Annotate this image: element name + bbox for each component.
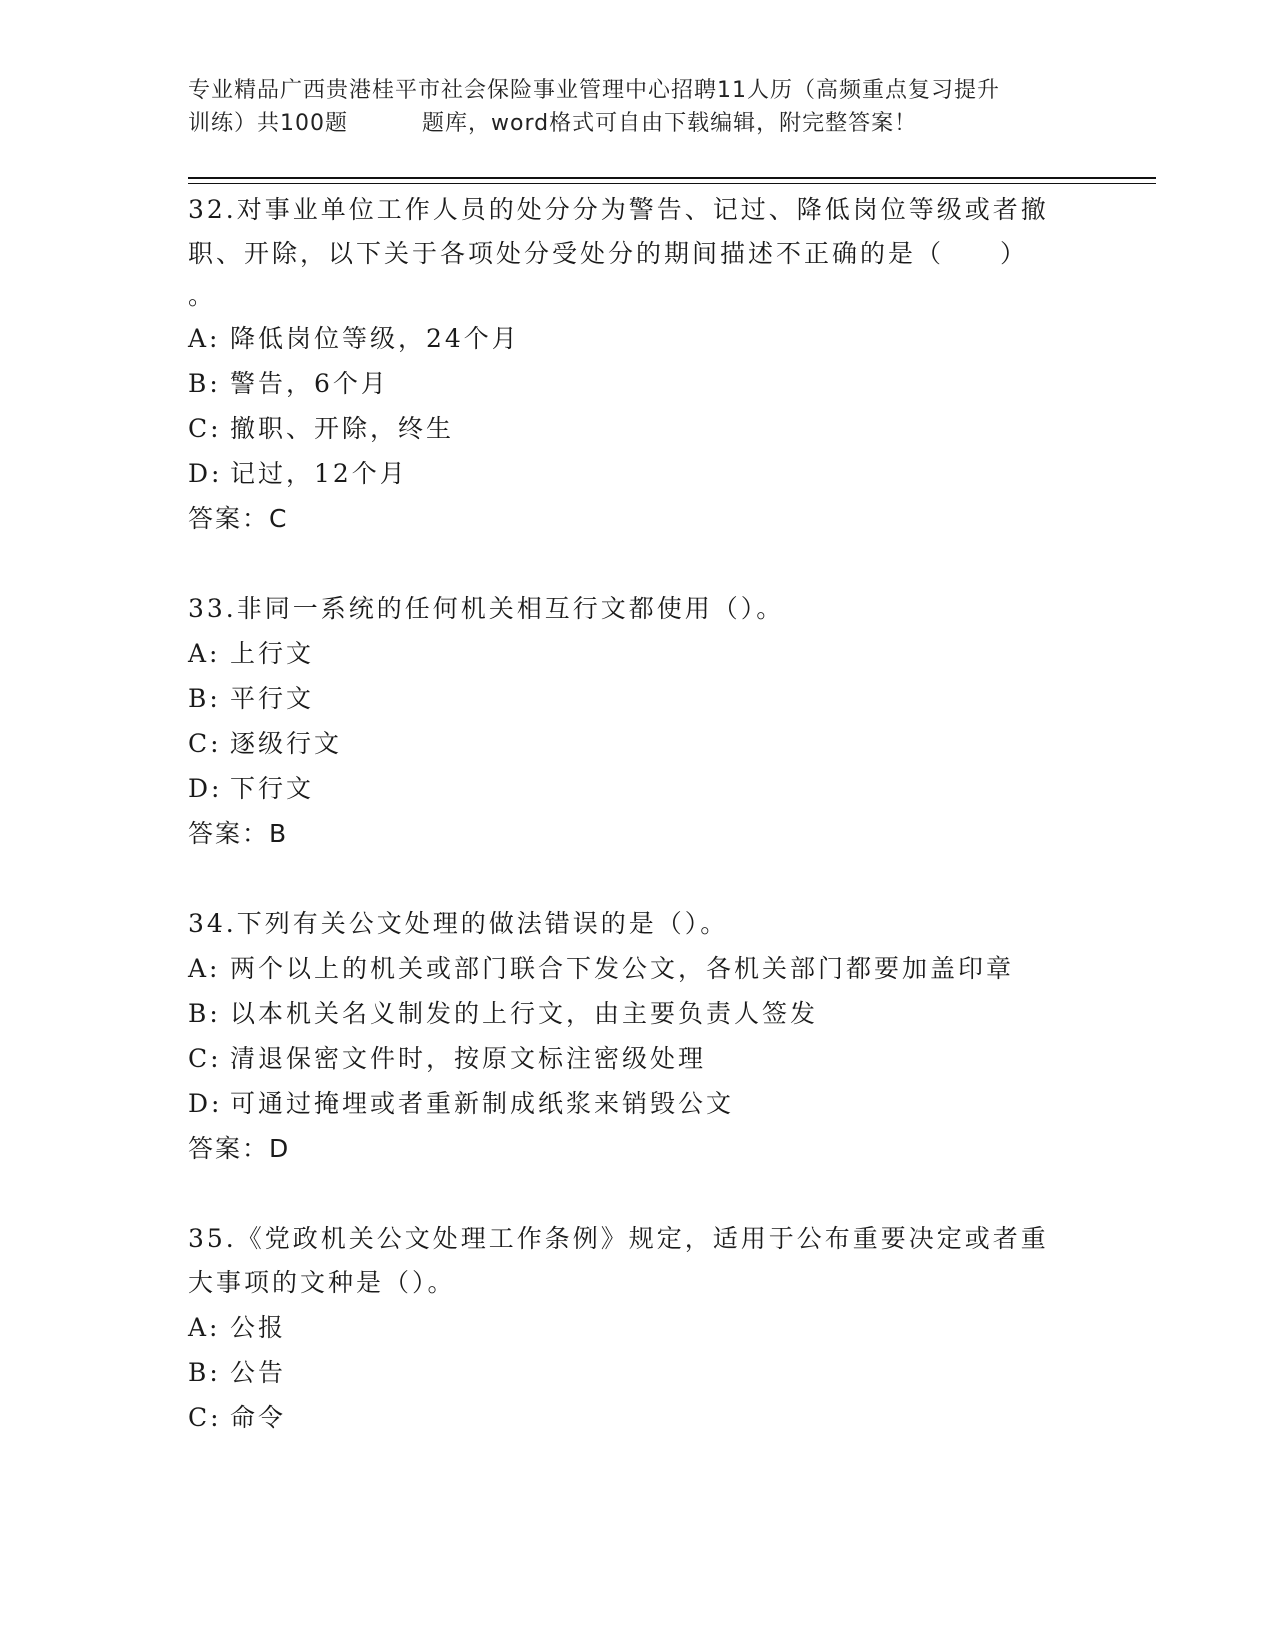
option-a (188, 631, 1088, 676)
option-b (188, 991, 1088, 1036)
header-title-line-2a: 训练）共100题 (188, 111, 348, 136)
option-b (188, 676, 1088, 721)
option-key: C: (188, 1403, 222, 1432)
option-key: D: (188, 774, 223, 803)
option-c (188, 1395, 1088, 1440)
question-list (188, 188, 1088, 1486)
option-key: B: (188, 369, 221, 398)
question-stem-line-1: 32.对事业单位工作人员的处分分为警告、记过、降低岗位等级或者撤 (188, 195, 1049, 224)
option-a (188, 946, 1088, 991)
answer-line: 答案：B (188, 819, 289, 848)
option-key: D: (188, 1089, 223, 1118)
option-c (188, 1036, 1088, 1081)
option-key: B: (188, 999, 221, 1028)
option-a (188, 316, 1088, 361)
option-text: 清退保密文件时，按原文标注密级处理 (230, 1044, 707, 1073)
header-title-line-1: 专业精品广西贵港桂平市社会保险事业管理中心招聘11人历（高频重点复习提升 (188, 78, 1000, 103)
option-text: 记过，12个月 (230, 459, 408, 488)
option-text: 公报 (230, 1313, 287, 1342)
option-key: C: (188, 729, 222, 758)
option-a (188, 1305, 1088, 1350)
header-title-line-2b: 题库，word格式可自由下载编辑，附完整答案！ (422, 111, 918, 136)
option-text: 公告 (230, 1358, 287, 1387)
answer-line: 答案：C (188, 504, 289, 533)
option-key: A: (188, 1313, 221, 1342)
option-text: 撤职、开除，终生 (230, 414, 455, 443)
option-text: 以本机关名义制发的上行文，由主要负责人签发 (230, 999, 819, 1028)
option-text: 降低岗位等级，24个月 (230, 324, 520, 353)
option-text: 下行文 (230, 774, 315, 803)
option-text: 逐级行文 (230, 729, 343, 758)
option-text: 两个以上的机关或部门联合下发公文，各机关部门都要加盖印章 (230, 954, 1015, 983)
question-stem-line-1: 35.《党政机关公文处理工作条例》规定，适用于公布重要决定或者重 (188, 1224, 1049, 1253)
header-divider-thick (188, 177, 1156, 179)
option-b (188, 361, 1088, 406)
option-key: A: (188, 954, 221, 983)
option-text: 可通过掩埋或者重新制成纸浆来销毁公文 (230, 1089, 735, 1118)
document-header (188, 74, 1088, 140)
option-c (188, 721, 1088, 766)
question-stem-line-2: 职、开除，以下关于各项处分受处分的期间描述不正确的是（ ） (188, 239, 1029, 268)
option-key: B: (188, 1358, 221, 1387)
question-32 (188, 188, 1088, 541)
question-33 (188, 587, 1088, 856)
option-text: 命令 (230, 1403, 287, 1432)
question-stem (188, 1217, 1088, 1305)
question-stem-line-1: 33.非同一系统的任何机关相互行文都使用（）。 (188, 594, 785, 623)
question-stem (188, 587, 1088, 631)
option-text: 上行文 (230, 639, 315, 668)
question-35 (188, 1217, 1088, 1440)
answer-line: 答案：D (188, 1134, 291, 1163)
question-stem (188, 188, 1088, 316)
question-stem-line-1: 34.下列有关公文处理的做法错误的是（）。 (188, 909, 729, 938)
option-key: A: (188, 324, 221, 353)
question-stem-line-3: 。 (188, 281, 217, 310)
option-text: 警告，6个月 (230, 369, 389, 398)
question-stem-line-2: 大事项的文种是（）。 (188, 1268, 456, 1297)
header-divider-thin (188, 183, 1156, 184)
option-key: C: (188, 414, 222, 443)
option-b (188, 1350, 1088, 1395)
option-d (188, 1081, 1088, 1126)
option-key: D: (188, 459, 223, 488)
option-d (188, 766, 1088, 811)
header-title-line-2 (188, 107, 1088, 140)
question-34 (188, 902, 1088, 1171)
option-key: A: (188, 639, 221, 668)
question-stem (188, 902, 1088, 946)
option-key: B: (188, 684, 221, 713)
option-d (188, 451, 1088, 496)
option-text: 平行文 (230, 684, 315, 713)
option-c (188, 406, 1088, 451)
option-key: C: (188, 1044, 222, 1073)
